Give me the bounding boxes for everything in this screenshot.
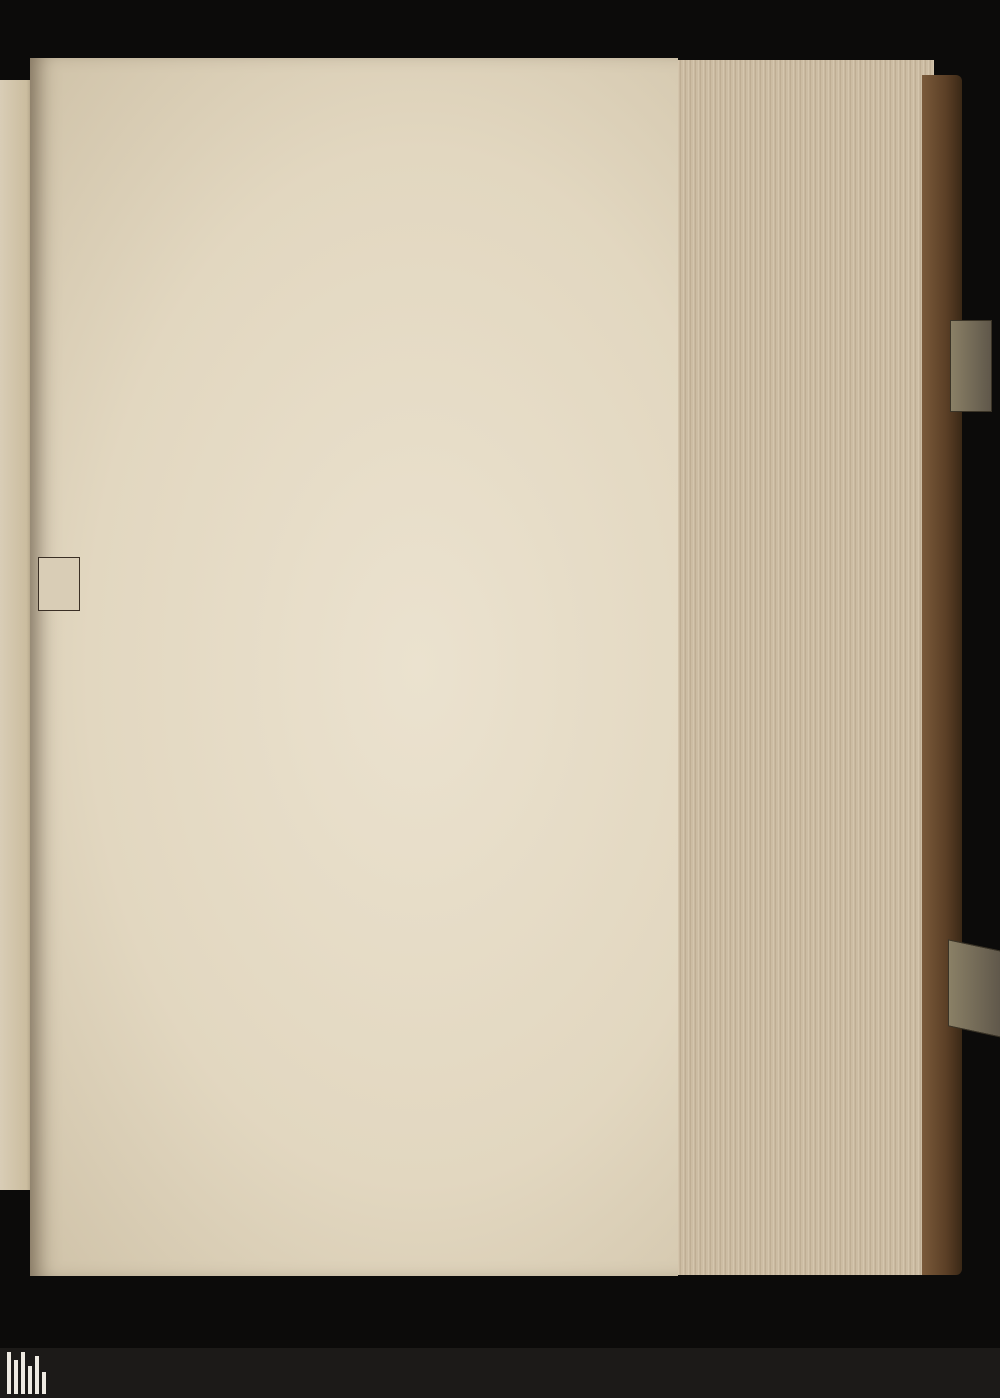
- book-page: [30, 58, 678, 1276]
- running-header: [180, 110, 560, 144]
- decorated-initial: [38, 557, 80, 611]
- body-paragraph-main: [38, 555, 532, 611]
- section-heading-block: [38, 360, 532, 374]
- clasp-upper: [950, 320, 992, 412]
- clasp-lower: [948, 939, 1000, 1037]
- library-logo-bar: [0, 1348, 1000, 1398]
- book-cover: [922, 75, 962, 1275]
- book-edge: [672, 60, 934, 1275]
- library-logo-icon: [7, 1352, 47, 1394]
